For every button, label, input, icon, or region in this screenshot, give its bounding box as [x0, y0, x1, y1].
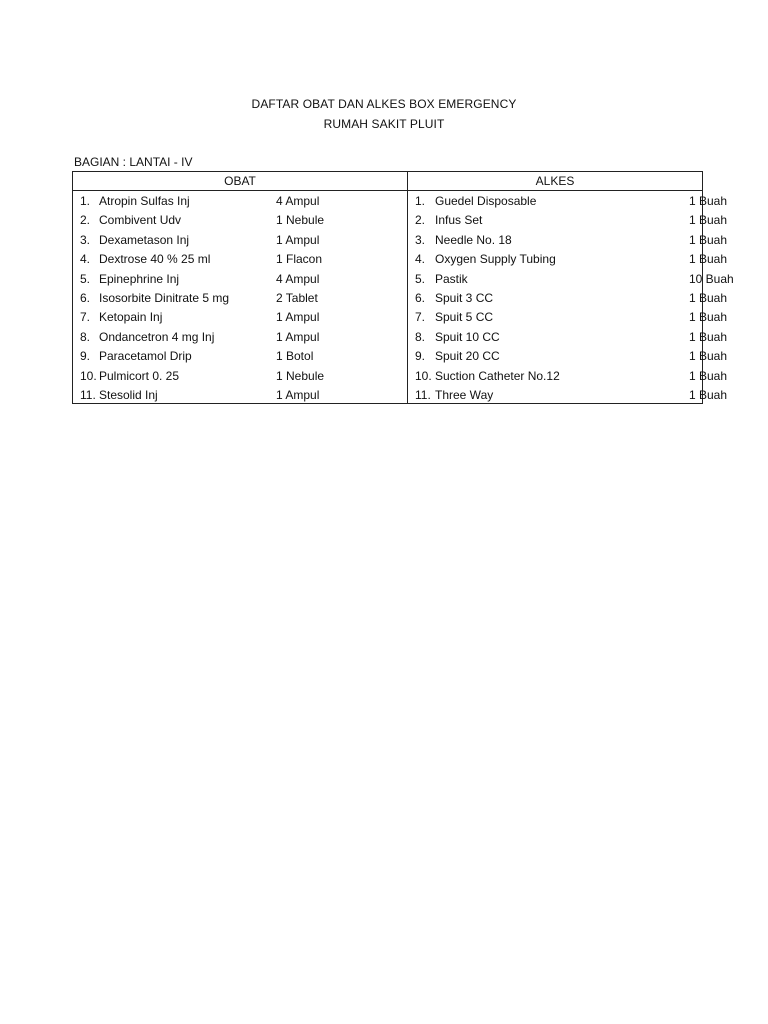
obat-row [73, 250, 407, 269]
alkes-row-name: Spuit 10 CC [435, 329, 500, 344]
alkes-row-name: Spuit 3 CC [435, 290, 494, 305]
alkes-row-quantity: 1 Buah [689, 213, 728, 228]
obat-row-number: 7. [80, 310, 91, 325]
alkes-row-name: Guedel Disposable [435, 194, 537, 208]
obat-row-quantity: 1 Botol [276, 349, 314, 364]
obat-row [73, 308, 407, 327]
alkes-row [408, 231, 728, 250]
alkes-row [408, 328, 728, 347]
obat-row-name: Dexametason Inj [99, 232, 190, 247]
alkes-row [408, 270, 734, 289]
alkes-row-quantity: 1 Buah [689, 329, 728, 344]
alkes-row [408, 192, 728, 211]
inventory-table [72, 171, 734, 404]
obat-row [73, 231, 407, 250]
obat-row [73, 192, 407, 211]
obat-row-quantity: 4 Ampul [276, 271, 320, 286]
obat-row-number: 4. [80, 252, 91, 267]
section-label: BAGIAN : LANTAI - IV [74, 155, 193, 169]
obat-row-quantity: 1 Ampul [276, 329, 320, 344]
obat-row-number: 8. [80, 329, 91, 344]
obat-row-name: Atropin Sulfas Inj [99, 194, 190, 208]
alkes-row [408, 250, 728, 269]
alkes-row-quantity: 1 Buah [689, 387, 728, 402]
alkes-row-quantity: 1 Buah [689, 349, 728, 364]
alkes-header: ALKES [408, 172, 702, 191]
alkes-row-name: Needle No. 18 [435, 232, 512, 247]
alkes-row [408, 211, 728, 230]
obat-row [73, 386, 407, 405]
obat-row-number: 6. [80, 290, 91, 305]
alkes-row-number: 11. [415, 387, 431, 402]
alkes-row-number: 2. [415, 213, 426, 228]
obat-row-quantity: 1 Nebule [276, 213, 325, 228]
obat-row-name: Isosorbite Dinitrate 5 mg [99, 290, 230, 305]
obat-row-quantity: 1 Flacon [276, 252, 323, 267]
obat-row-number: 9. [80, 349, 91, 364]
alkes-row-number: 1. [415, 194, 426, 208]
obat-row-name: Ondancetron 4 mg Inj [99, 329, 215, 344]
alkes-row-number: 3. [415, 232, 426, 247]
obat-row-name: Paracetamol Drip [99, 349, 192, 364]
alkes-row [408, 367, 728, 386]
obat-header: OBAT [73, 172, 407, 191]
obat-row-name: Ketopain Inj [99, 310, 163, 325]
alkes-row [408, 386, 728, 405]
alkes-row-number: 5. [415, 271, 426, 286]
alkes-row-quantity: 1 Buah [689, 290, 728, 305]
obat-row [73, 270, 407, 289]
alkes-row-quantity: 1 Buah [689, 368, 728, 383]
alkes-row-name: Suction Catheter No.12 [435, 368, 560, 383]
alkes-row-name: Oxygen Supply Tubing [435, 252, 556, 267]
alkes-row [408, 289, 728, 308]
obat-row-number: 11. [80, 387, 96, 402]
alkes-row-quantity: 10 Buah [689, 271, 734, 286]
alkes-row-name: Spuit 5 CC [435, 310, 494, 325]
obat-row [73, 289, 407, 308]
obat-list [73, 192, 407, 405]
alkes-row-number: 8. [415, 329, 426, 344]
obat-row-quantity: 1 Ampul [276, 387, 320, 402]
document-title: DAFTAR OBAT DAN ALKES BOX EMERGENCY [251, 97, 517, 111]
obat-row-quantity: 1 Ampul [276, 232, 320, 247]
alkes-list [408, 192, 734, 405]
obat-column [73, 172, 408, 403]
obat-row-number: 2. [80, 213, 91, 228]
alkes-row-quantity: 1 Buah [689, 252, 728, 267]
alkes-row [408, 308, 728, 327]
obat-row-number: 10. [80, 368, 97, 383]
obat-row-name: Stesolid Inj [99, 387, 158, 402]
obat-row [73, 347, 407, 366]
obat-row-number: 3. [80, 232, 91, 247]
alkes-row-name: Infus Set [435, 213, 483, 228]
alkes-row-number: 6. [415, 290, 426, 305]
alkes-column [408, 172, 734, 403]
obat-row-quantity: 1 Ampul [276, 310, 320, 325]
alkes-row-name: Spuit 20 CC [435, 349, 500, 364]
alkes-row [408, 347, 728, 366]
alkes-row-number: 10. [415, 368, 432, 383]
alkes-row-name: Pastik [435, 271, 468, 286]
obat-row-number: 5. [80, 271, 91, 286]
alkes-row-number: 7. [415, 310, 426, 325]
alkes-row-number: 9. [415, 349, 426, 364]
obat-row-quantity: 1 Nebule [276, 368, 325, 383]
alkes-row-quantity: 1 Buah [689, 310, 728, 325]
obat-row-name: Epinephrine Inj [99, 271, 180, 286]
obat-row-name: Pulmicort 0. 25 [99, 368, 180, 383]
obat-row [73, 328, 407, 347]
obat-row-number: 1. [80, 194, 91, 208]
alkes-row-quantity: 1 Buah [689, 232, 728, 247]
alkes-row-quantity: 1 Buah [689, 194, 728, 208]
obat-row-quantity: 4 Ampul [276, 194, 320, 208]
obat-row [73, 211, 407, 230]
obat-row-name: Combivent Udv [99, 213, 182, 228]
alkes-row-number: 4. [415, 252, 426, 267]
alkes-row-name: Three Way [435, 387, 494, 402]
obat-row-quantity: 2 Tablet [276, 290, 318, 305]
document-subtitle: RUMAH SAKIT PLUIT [323, 117, 445, 131]
obat-row-name: Dextrose 40 % 25 ml [99, 252, 211, 267]
obat-row [73, 367, 407, 386]
